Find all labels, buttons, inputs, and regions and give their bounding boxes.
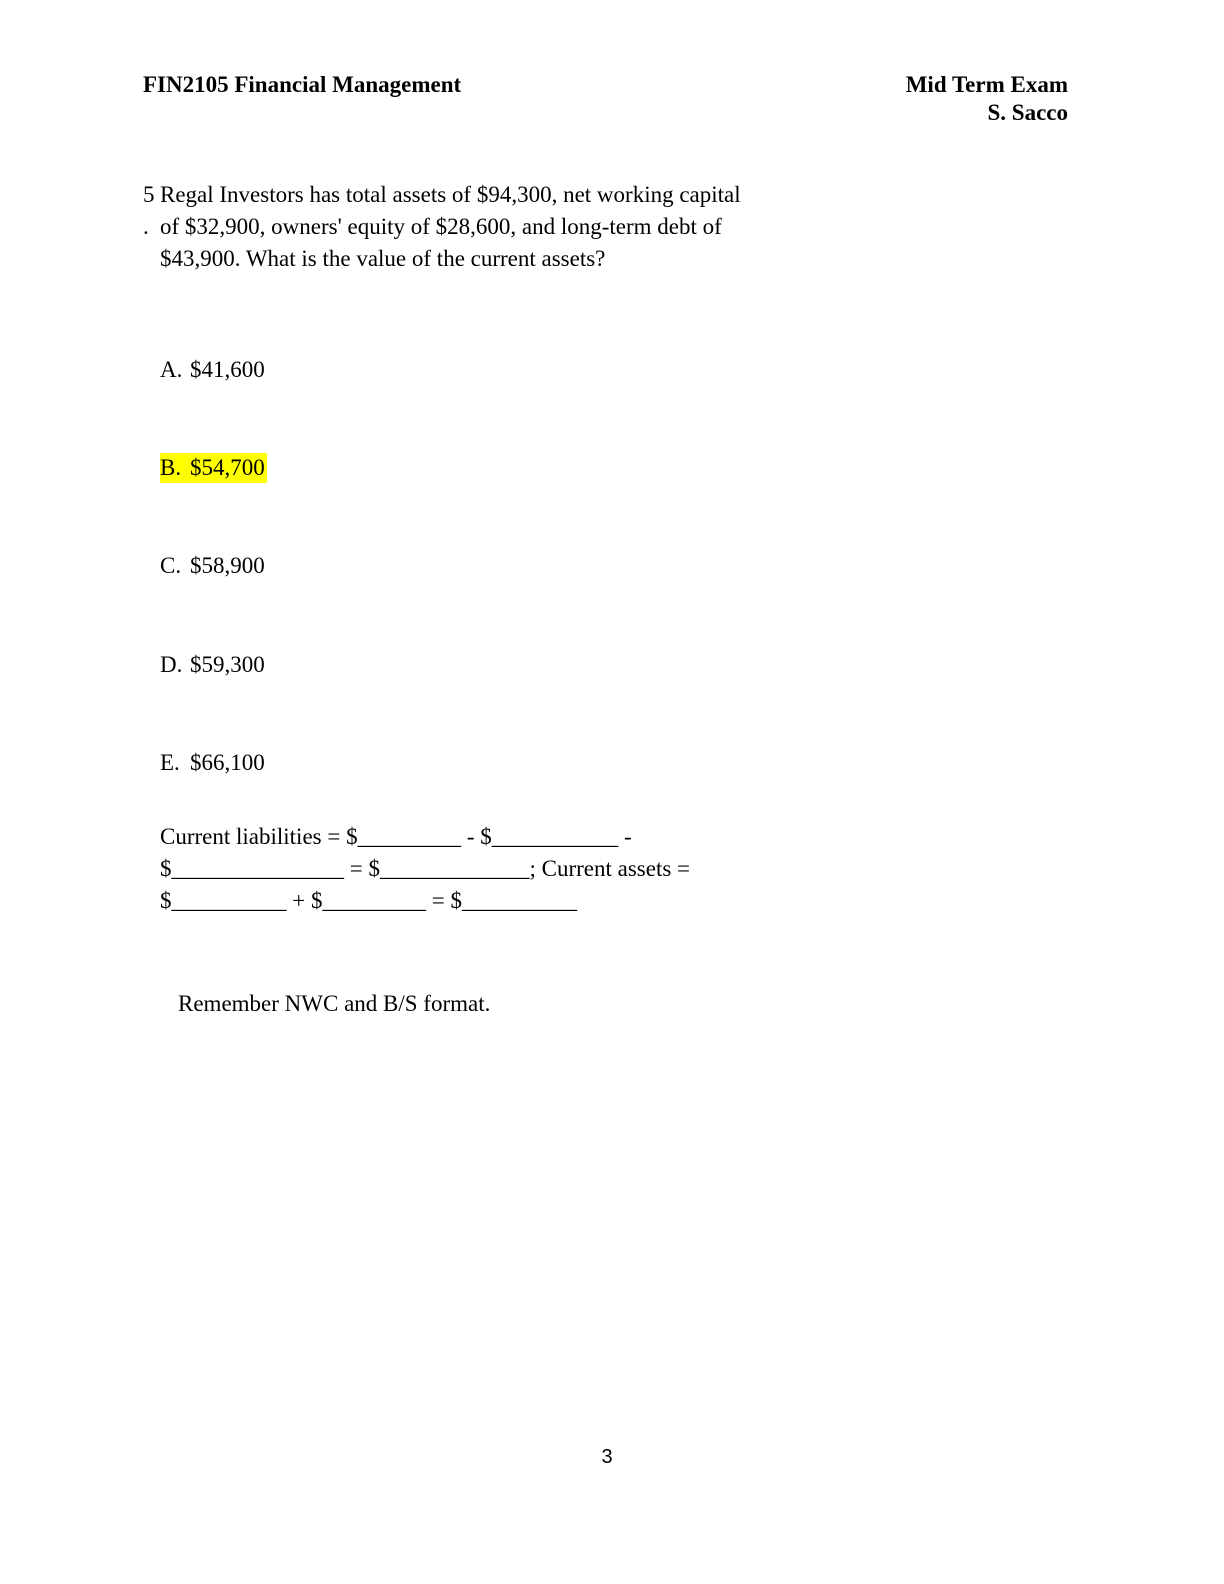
course-title: FIN2105 Financial Management [143,72,462,97]
page-number: 3 [601,1446,613,1468]
option-b-highlighted [160,453,267,483]
option-letter: B. [160,455,182,480]
question-line: of $32,900, owners' equity of $28,600, and long-term debt of [160,214,722,239]
work-line: Current liabilities = $_________ - $___________ - [160,824,632,849]
work-line: $__________ + $_________ = $__________ [160,888,577,913]
exam-header [906,71,1068,127]
option-e [160,748,265,778]
option-value: $54,700 [190,455,265,480]
instructor-name: S. Sacco [987,100,1068,125]
option-letter: A. [160,357,183,382]
question-line: Regal Investors has total assets of $94,300, net working capital [160,182,741,207]
option-c [160,551,265,581]
question-number-dot: . [143,214,149,239]
option-value: $41,600 [190,357,265,382]
exam-title: Mid Term Exam [905,72,1068,97]
work-area [160,821,690,917]
option-value: $66,100 [190,750,265,775]
question-text [160,179,741,275]
option-a [160,355,265,385]
question-line: $43,900. What is the value of the current assets? [160,246,606,271]
option-letter: C. [160,553,182,578]
option-value: $59,300 [190,652,265,677]
option-letter: E. [160,750,180,775]
reminder-note: Remember NWC and B/S format. [178,991,491,1016]
option-d [160,650,265,680]
option-value: $58,900 [190,553,265,578]
work-line: $_______________ = $_____________; Current assets = [160,856,690,881]
option-letter: D. [160,652,183,677]
question-number: 5 [143,182,155,207]
